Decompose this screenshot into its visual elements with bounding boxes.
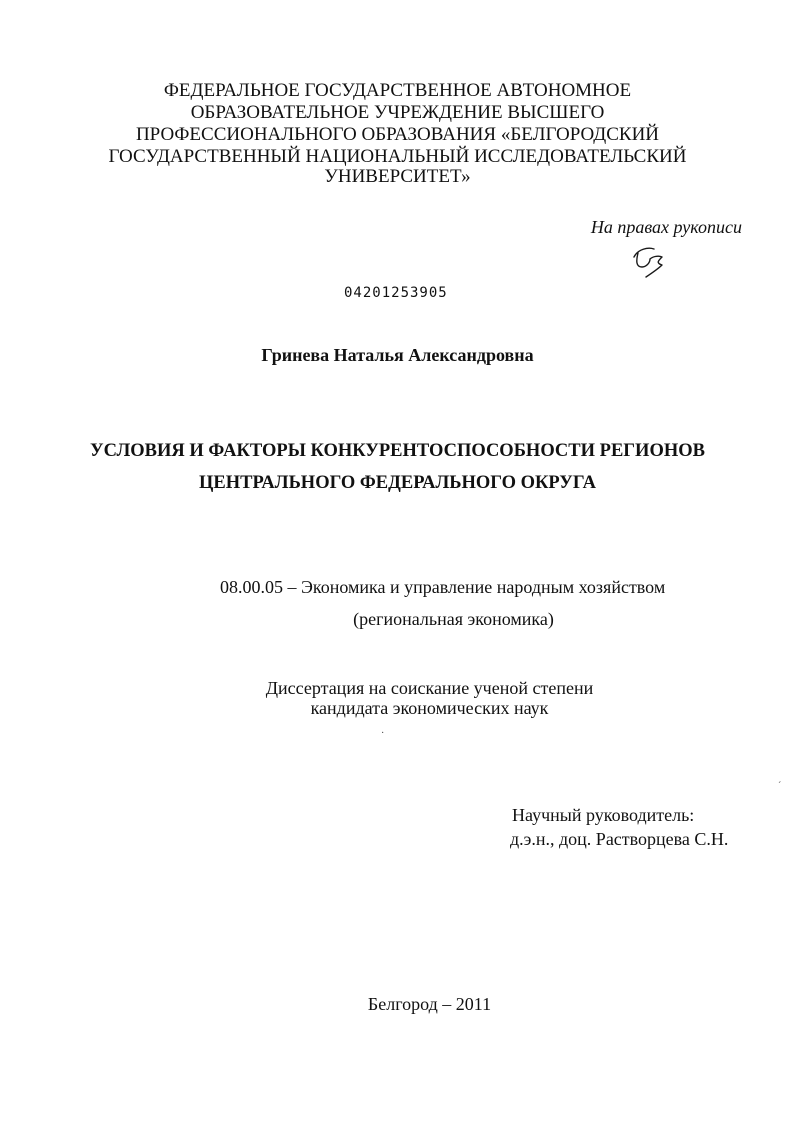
degree-line-2: кандидата экономических наук bbox=[310, 698, 549, 718]
advisor-name: д.э.н., доц. Растворцева С.Н. bbox=[510, 829, 729, 849]
institution-line-1: ФЕДЕРАЛЬНОЕ ГОСУДАРСТВЕННОЕ АВТОНОМНОЕ bbox=[163, 80, 632, 101]
place-year: Белгород – 2011 bbox=[367, 994, 492, 1014]
institution-line-4: ГОСУДАРСТВЕННЫЙ НАЦИОНАЛЬНЫЙ ИССЛЕДОВАТЕЛЬСКИЙ bbox=[108, 146, 687, 167]
institution-line-2: ОБРАЗОВАТЕЛЬНОЕ УЧРЕЖДЕНИЕ ВЫСШЕГО bbox=[190, 102, 605, 123]
institution-line-3: ПРОФЕССИОНАЛЬНОГО ОБРАЗОВАНИЯ «БЕЛГОРОДСКИЙ bbox=[135, 124, 660, 145]
title-line-1: УСЛОВИЯ И ФАКТОРЫ КОНКУРЕНТОСПОСОБНОСТИ РЕГИОНОВ bbox=[90, 441, 705, 461]
scan-speck: ´ bbox=[778, 781, 782, 792]
title-line-2: ЦЕНТРАЛЬНОГО ФЕДЕРАЛЬНОГО ОКРУГА bbox=[199, 473, 596, 493]
scan-speck: · bbox=[381, 728, 385, 739]
author-name: Гринева Наталья Александровна bbox=[261, 345, 534, 365]
specialty-field: (региональная экономика) bbox=[353, 609, 554, 629]
advisor-label: Научный руководитель: bbox=[512, 805, 695, 825]
manuscript-rights-note: На правах рукописи bbox=[590, 217, 742, 237]
institution-line-5: УНИВЕРСИТЕТ» bbox=[324, 166, 471, 187]
specialty-code: 08.00.05 – Экономика и управление народным хозяйством bbox=[220, 577, 666, 597]
catalog-number: 04201253905 bbox=[344, 285, 448, 301]
degree-line-1: Диссертация на соискание ученой степени bbox=[265, 678, 594, 698]
signature-mark bbox=[628, 243, 672, 279]
